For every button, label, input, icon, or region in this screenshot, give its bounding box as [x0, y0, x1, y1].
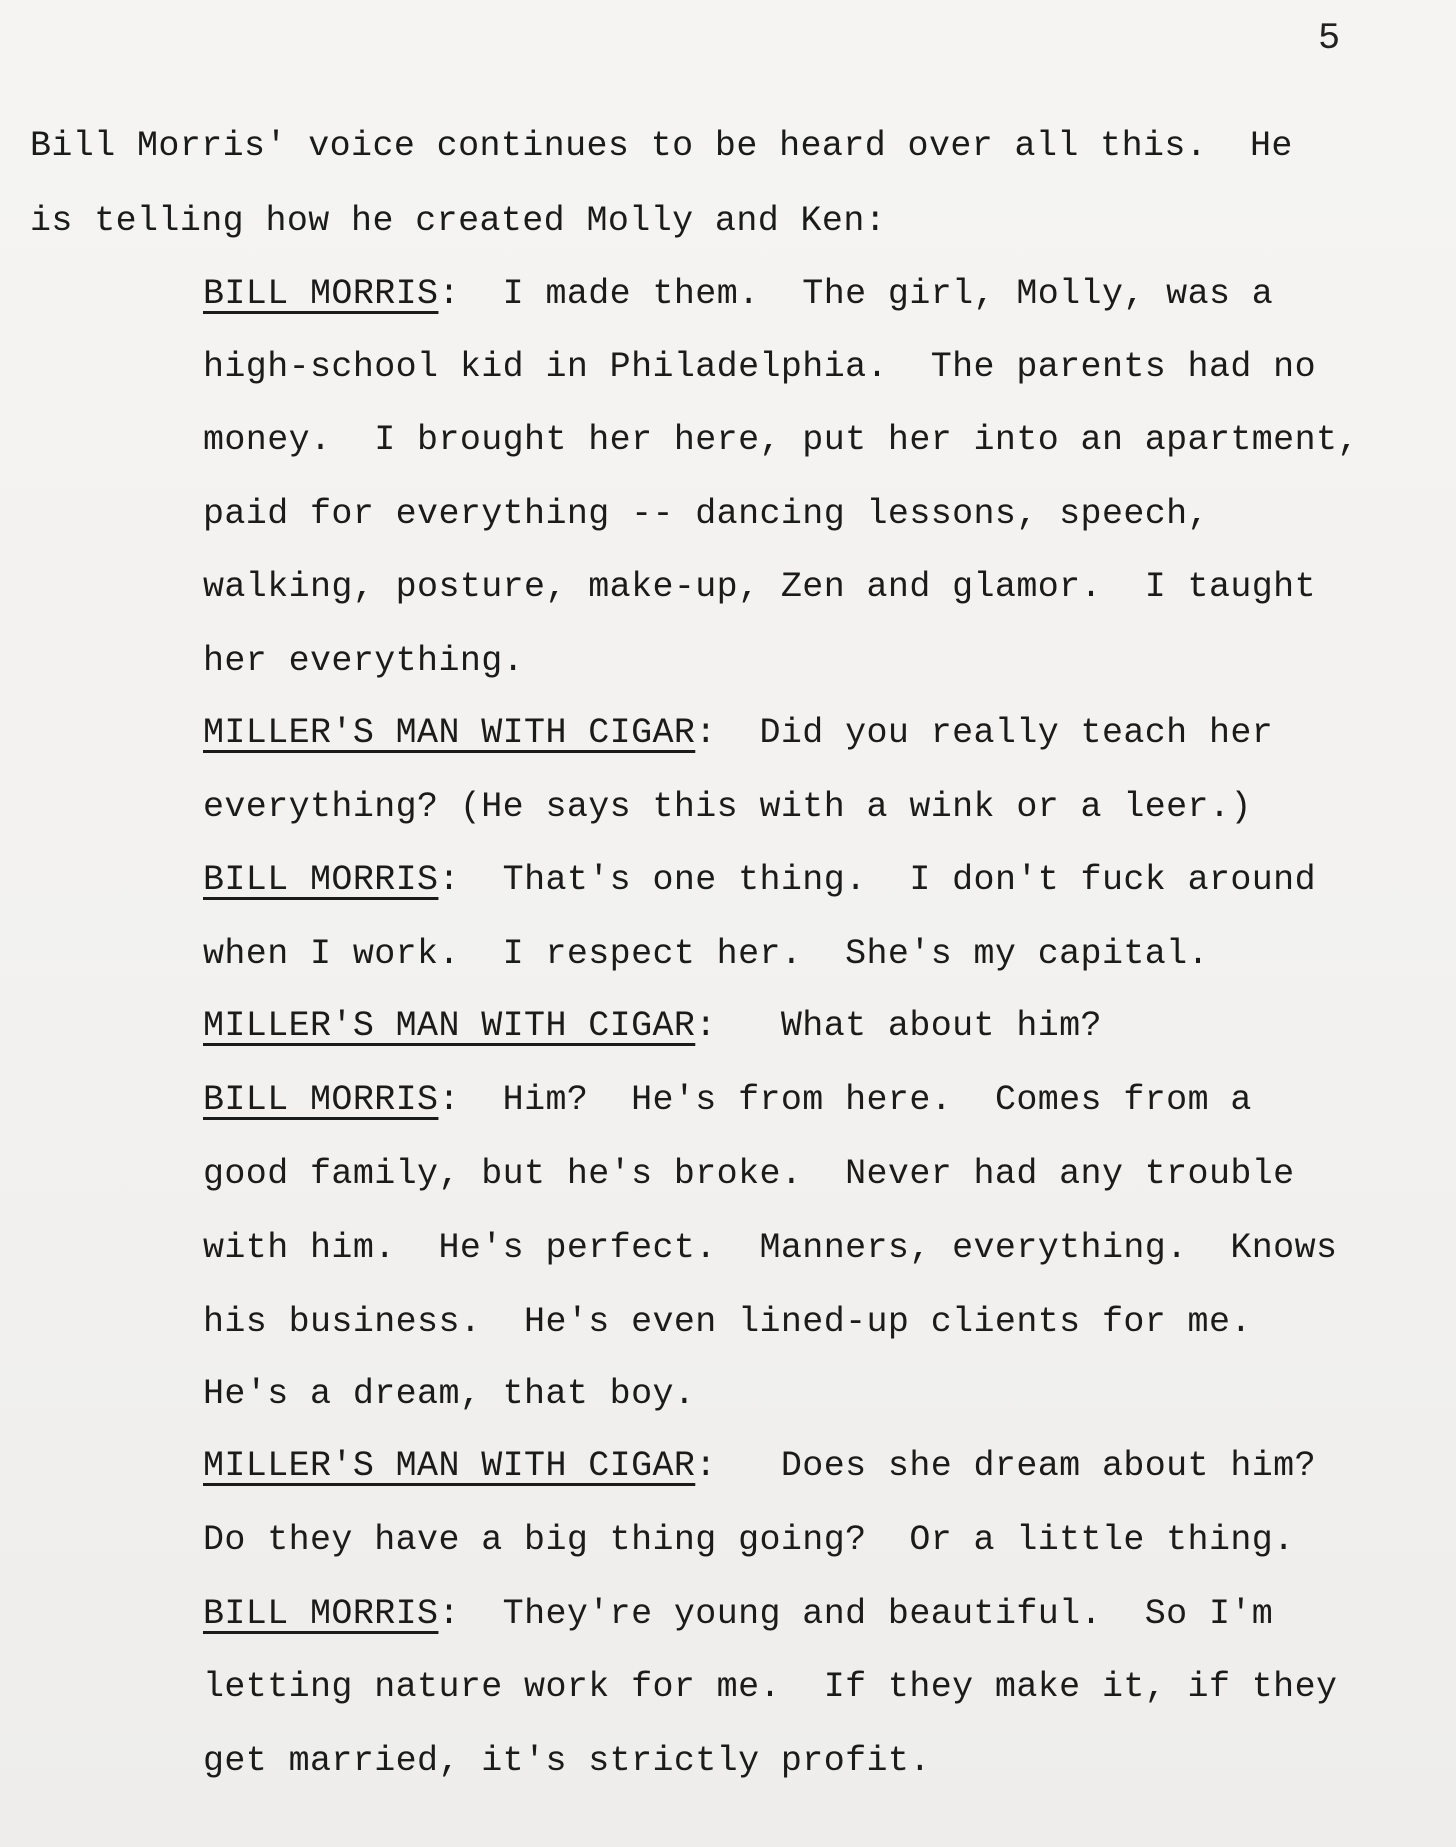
line-text: Do they have a big thing going? Or a little thing. [203, 1520, 1295, 1560]
line-text: everything? (He says this with a wink or a leer.) [203, 787, 1252, 827]
dialogue-line [203, 347, 1316, 387]
narration-line [30, 201, 886, 241]
dialogue-line [203, 1741, 931, 1781]
line-text: : That's one thing. I don't fuck around [438, 860, 1316, 900]
dialogue-line [203, 420, 1359, 460]
dialogue-line [203, 860, 1316, 900]
line-text: Bill Morris' voice continues to be heard over all this. He [30, 126, 1293, 166]
dialogue-line [203, 1446, 1316, 1486]
dialogue-line [203, 934, 1209, 974]
line-text: paid for everything -- dancing lessons, speech, [203, 494, 1209, 534]
speaker-name: MILLER'S MAN WITH CIGAR [203, 1446, 696, 1486]
dialogue-line [203, 494, 1209, 534]
line-text: : They're young and beautiful. So I'm [438, 1594, 1274, 1634]
speaker-name: BILL MORRIS [203, 274, 439, 314]
line-text: He's a dream, that boy. [203, 1374, 696, 1414]
line-text: : Does she dream about him? [695, 1446, 1316, 1486]
dialogue-line [203, 1374, 695, 1414]
dialogue-line [203, 787, 1252, 827]
dialogue-line [203, 1006, 1102, 1046]
dialogue-line [203, 1080, 1252, 1120]
dialogue-line [203, 1594, 1273, 1634]
dialogue-line [203, 1520, 1295, 1560]
speaker-name: BILL MORRIS [203, 860, 439, 900]
narration-line [30, 126, 1293, 166]
line-text: is telling how he created Molly and Ken: [30, 201, 887, 241]
line-text: with him. He's perfect. Manners, everything. Knows [203, 1228, 1338, 1268]
dialogue-line [203, 1228, 1337, 1268]
speaker-name: MILLER'S MAN WITH CIGAR [203, 1006, 696, 1046]
line-text: : Him? He's from here. Comes from a [438, 1080, 1252, 1120]
line-text: : Did you really teach her [695, 713, 1274, 753]
line-text: when I work. I respect her. She's my capital. [203, 934, 1209, 974]
line-text: letting nature work for me. If they make it, if they [203, 1667, 1338, 1707]
dialogue-line [203, 567, 1316, 607]
line-text: high-school kid in Philadelphia. The parents had no [203, 347, 1316, 387]
dialogue-line [203, 274, 1273, 314]
line-text: her everything. [203, 641, 525, 681]
dialogue-line [203, 1154, 1295, 1194]
dialogue-line [203, 1302, 1252, 1342]
line-text: good family, but he's broke. Never had any trouble [203, 1154, 1295, 1194]
line-text: get married, it's strictly profit. [203, 1741, 931, 1781]
dialogue-line [203, 1667, 1337, 1707]
line-text: : I made them. The girl, Molly, was a [438, 274, 1274, 314]
speaker-name: BILL MORRIS [203, 1594, 439, 1634]
line-text: : What about him? [695, 1006, 1102, 1046]
dialogue-line [203, 641, 524, 681]
line-text: walking, posture, make-up, Zen and glamor. I taught [203, 567, 1316, 607]
dialogue-line [203, 713, 1273, 753]
page-number: 5 [1318, 18, 1341, 60]
line-text: money. I brought her here, put her into an apartment, [203, 420, 1359, 460]
speaker-name: BILL MORRIS [203, 1080, 439, 1120]
speaker-name: MILLER'S MAN WITH CIGAR [203, 713, 696, 753]
line-text: his business. He's even lined-up clients for me. [203, 1302, 1252, 1342]
